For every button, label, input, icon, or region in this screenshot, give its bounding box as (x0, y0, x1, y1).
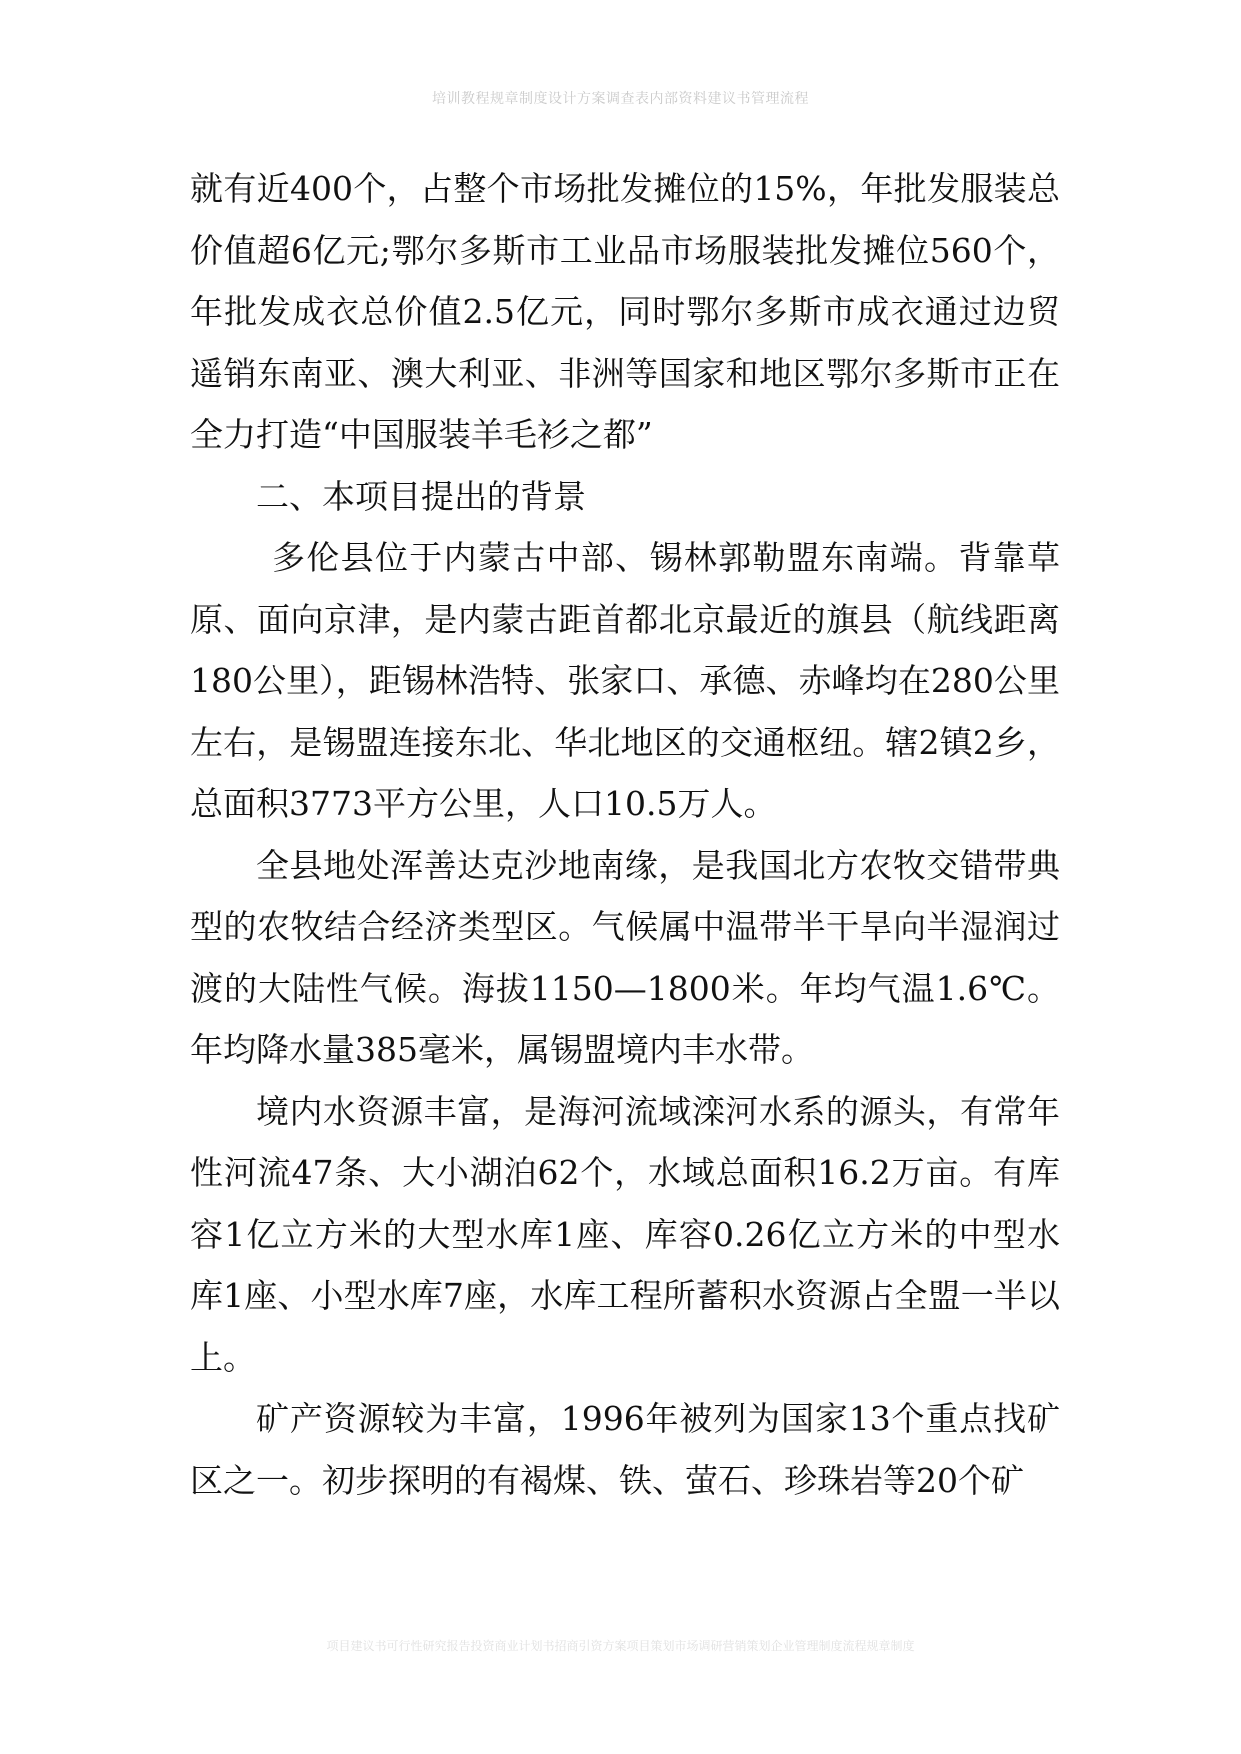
page-footer: 项目建议书可行性研究报告投资商业计划书招商引资方案项目策划市场调研营销策划企业管理制度流程规章制度 (326, 1639, 915, 1653)
paragraph-market-stats: 就有近400个，占整个市场批发摊位的15%，年批发服装总价值超6亿元;鄂尔多斯市工业品市场服装批发摊位560个，年批发成衣总价值2.5亿元，同时鄂尔多斯市成衣通过边贸遥销东南亚、澳大利亚、非洲等国家和地区鄂尔多斯市正在全力打造“中国服装羊毛衫之都” (190, 169, 1060, 454)
page-header: 培训教程规章制度设计方案调查表内部资料建议书管理流程 (432, 91, 809, 107)
section-heading-background: 二、本项目提出的背景 (256, 476, 586, 516)
paragraph-duolun-location: 多伦县位于内蒙古中部、锡林郭勒盟东南端。背靠草原、面向京津，是内蒙古距首都北京最近的旗县（航线距离180公里），距锡林浩特、张家口、承德、赤峰均在280公里左右，是锡盟连接东北、华北地区的交通枢纽。辖2镇2乡，总面积3773平方公里，人口10.5万人。 (190, 538, 1060, 823)
document-body (190, 158, 1060, 1511)
paragraph-water-resources: 境内水资源丰富，是海河流域滦河水系的源头，有常年性河流47条、大小湖泊62个，水域总面积16.2万亩。有库容1亿立方米的大型水库1座、库容0.26亿立方米的中型水库1座、小型水库7座，水库工程所蓄积水资源占全盟一半以上。 (190, 1091, 1060, 1377)
paragraph-climate: 全县地处浑善达克沙地南缘，是我国北方农牧交错带典型的农牧结合经济类型区。气候属中温带半干旱向半湿润过渡的大陆性气候。海拔1150—1800米。年均气温1.6℃。年均降水量385毫米，属锡盟境内丰水带。 (190, 845, 1060, 1069)
paragraph-mineral-resources: 矿产资源较为丰富，1996年被列为国家13个重点找矿区之一。初步探明的有褐煤、铁、萤石、珍珠岩等20个矿 (190, 1399, 1060, 1500)
